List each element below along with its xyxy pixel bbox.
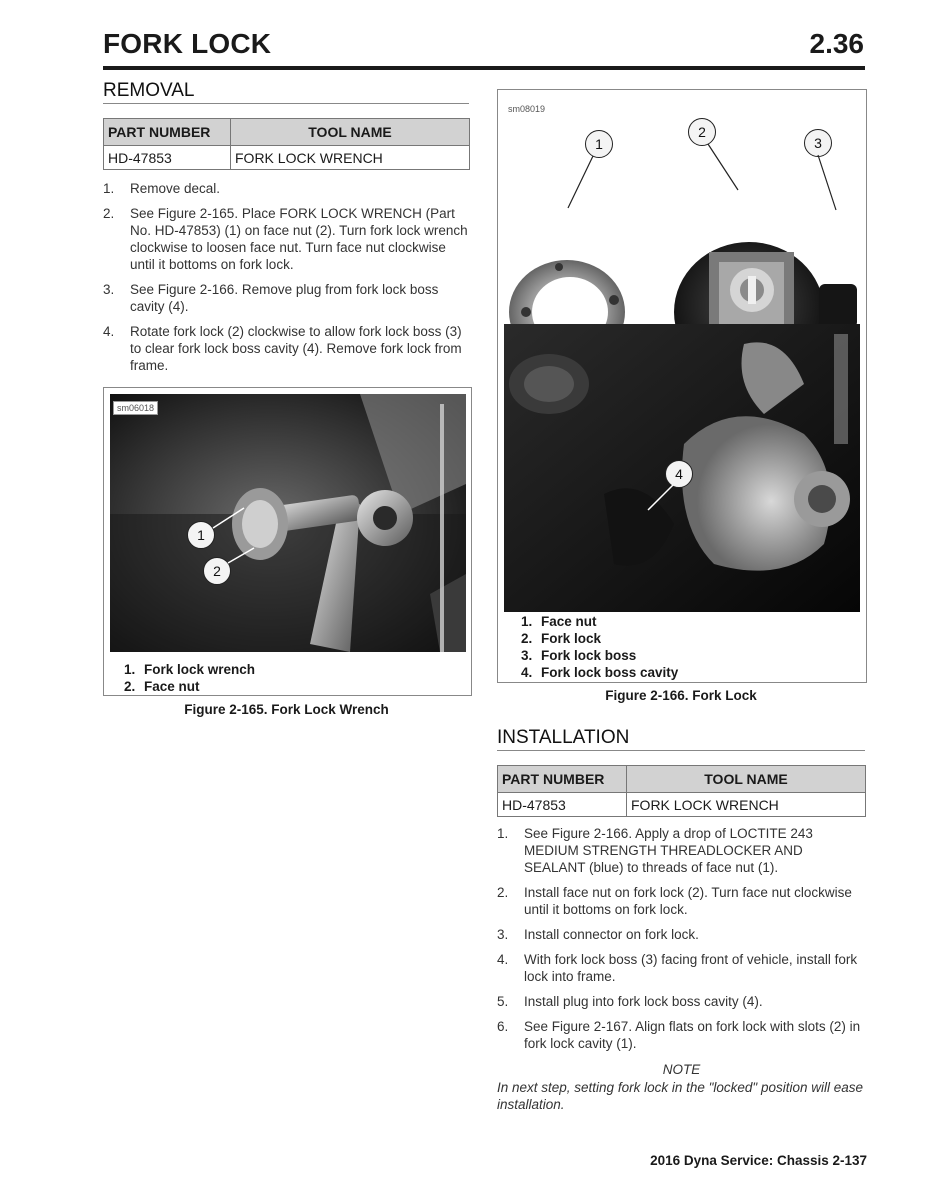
step-text: Install plug into fork lock boss cavity (4). — [524, 994, 763, 1009]
column-header-part-number: PART NUMBER — [104, 119, 231, 146]
callout-2: 2 — [203, 557, 231, 585]
step-text: See Figure 2-165. Place FORK LOCK WRENCH (Part No. HD-47853) (1) on face nut (2). Turn fork lock wrench clockwise to loosen face nut. Turn face nut clockwise until it bottoms on fork lock. — [130, 206, 468, 272]
callout-1: 1 — [187, 521, 215, 549]
step-text: Install connector on fork lock. — [524, 927, 699, 942]
legend-item — [521, 613, 678, 630]
tool-name-cell: FORK LOCK WRENCH — [627, 793, 866, 817]
installation-heading-rule — [497, 750, 865, 751]
list-item — [497, 951, 866, 985]
table-header-row — [498, 766, 866, 793]
step-number: 3. — [497, 927, 509, 942]
list-item — [497, 926, 866, 943]
step-text: See Figure 2-166. Remove plug from fork lock boss cavity (4). — [130, 282, 439, 314]
legend-text: Face nut — [541, 614, 597, 629]
callout-3: 3 — [804, 129, 832, 157]
column-header-tool-name: TOOL NAME — [627, 766, 866, 793]
legend-text: Fork lock boss — [541, 648, 637, 663]
step-number: 3. — [103, 282, 115, 297]
page-footer: 2016 Dyna Service: Chassis 2-137 — [650, 1153, 867, 1168]
step-text: Install face nut on fork lock (2). Turn face nut clockwise until it bottoms on fork lock. — [524, 885, 852, 917]
column-header-tool-name: TOOL NAME — [231, 119, 470, 146]
removal-heading: REMOVAL — [103, 80, 195, 101]
note-text: In next step, setting fork lock in the "locked" position will ease installation. — [497, 1080, 864, 1112]
legend-number: 4. — [521, 665, 533, 680]
legend-number: 2. — [521, 631, 533, 646]
figure-165-legend — [124, 661, 255, 695]
installation-tool-table — [497, 765, 866, 817]
step-number: 5. — [497, 994, 509, 1009]
figure-166-legend — [521, 613, 678, 681]
list-item — [497, 825, 866, 876]
legend-text: Fork lock wrench — [144, 662, 256, 677]
figure-165 — [103, 387, 472, 696]
legend-item — [521, 647, 678, 664]
page-number: 2.36 — [809, 28, 864, 59]
legend-number: 1. — [521, 614, 533, 629]
step-number: 1. — [103, 181, 115, 196]
step-text: See Figure 2-166. Apply a drop of LOCTITE 243 MEDIUM STRENGTH THREADLOCKER AND SEALANT (blue) to threads of face nut (1). — [524, 826, 813, 875]
step-number: 2. — [103, 206, 115, 221]
legend-item — [124, 678, 255, 695]
part-number-cell: HD-47853 — [104, 146, 231, 170]
step-number: 6. — [497, 1019, 509, 1034]
legend-text: Fork lock — [541, 631, 602, 646]
list-item — [103, 205, 470, 273]
figure-165-leader-lines — [104, 388, 471, 695]
figure-165-caption: Figure 2-165. Fork Lock Wrench — [184, 702, 389, 717]
list-item — [103, 281, 470, 315]
legend-item — [124, 661, 255, 678]
table-header-row — [104, 119, 470, 146]
figure-166 — [497, 89, 867, 683]
step-number: 2. — [497, 885, 509, 900]
list-item — [103, 323, 470, 374]
page-title: FORK LOCK — [103, 28, 272, 59]
part-number-cell: HD-47853 — [498, 793, 627, 817]
note-label: NOTE — [662, 1062, 701, 1077]
callout-4: 4 — [665, 460, 693, 488]
legend-number: 1. — [124, 662, 136, 677]
step-text: With fork lock boss (3) facing front of vehicle, install fork lock into frame. — [524, 952, 858, 984]
table-row — [104, 146, 470, 170]
list-item — [103, 180, 470, 197]
list-item — [497, 1018, 866, 1052]
legend-item — [521, 664, 678, 681]
step-number: 4. — [497, 952, 509, 967]
column-header-part-number: PART NUMBER — [498, 766, 627, 793]
removal-steps — [103, 180, 470, 382]
installation-steps — [497, 825, 866, 1060]
callout-1: 1 — [585, 130, 613, 158]
step-text: Rotate fork lock (2) clockwise to allow fork lock boss (3) to clear fork lock boss cavity (4). Remove fork lock from frame. — [130, 324, 462, 373]
legend-item — [521, 630, 678, 647]
installation-heading: INSTALLATION — [497, 727, 630, 748]
title-rule — [103, 66, 865, 70]
list-item — [497, 993, 866, 1010]
tool-name-cell: FORK LOCK WRENCH — [231, 146, 470, 170]
figure-165-tag: sm06018 — [113, 401, 158, 415]
step-number: 4. — [103, 324, 115, 339]
figure-166-tag: sm08019 — [508, 104, 546, 114]
list-item — [497, 884, 866, 918]
step-text: See Figure 2-167. Align flats on fork lock with slots (2) in fork lock cavity (1). — [524, 1019, 861, 1051]
legend-number: 3. — [521, 648, 533, 663]
removal-heading-rule — [103, 103, 469, 104]
legend-number: 2. — [124, 679, 136, 694]
callout-2: 2 — [688, 118, 716, 146]
legend-text: Face nut — [144, 679, 200, 694]
removal-tool-table — [103, 118, 470, 170]
legend-text: Fork lock boss cavity — [541, 665, 679, 680]
table-row — [498, 793, 866, 817]
step-number: 1. — [497, 826, 509, 841]
figure-166-caption: Figure 2-166. Fork Lock — [605, 688, 757, 703]
step-text: Remove decal. — [130, 181, 221, 196]
figure-166-leader-lines — [498, 90, 866, 682]
